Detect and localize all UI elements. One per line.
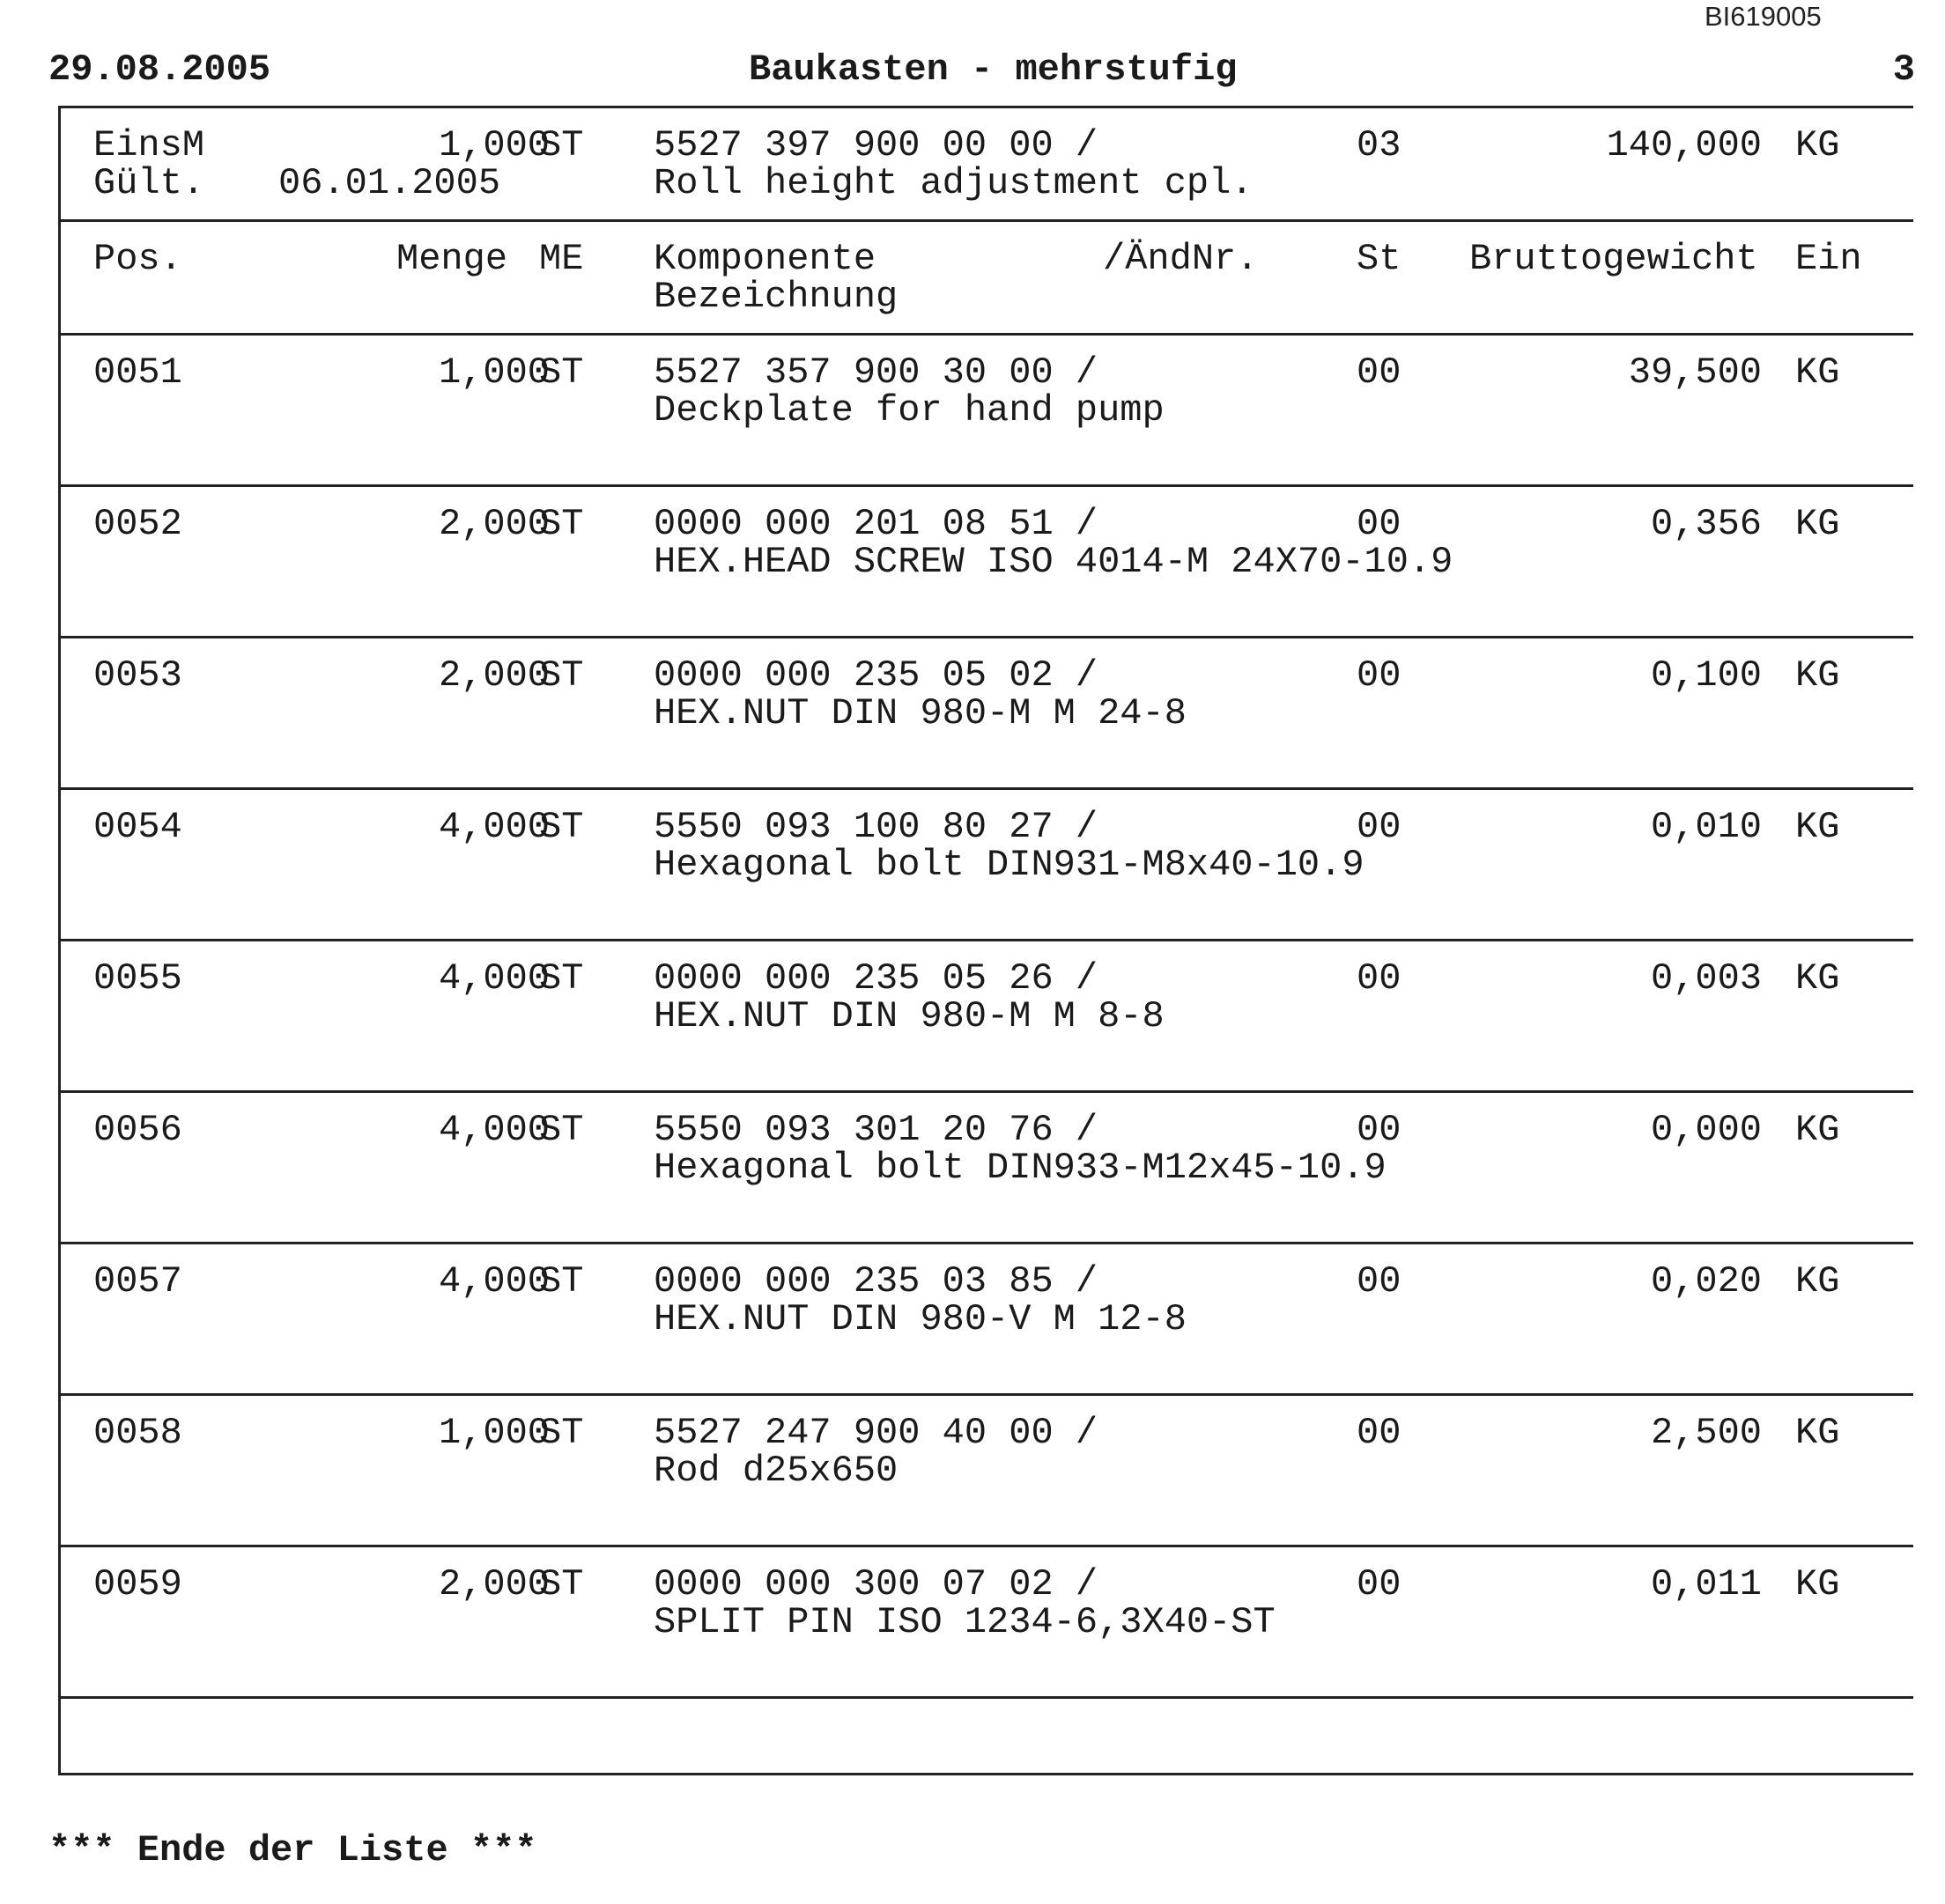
assembly-component: 5527 397 900 00 00 / [654, 124, 1098, 166]
row-komponente: 0000 000 300 07 02 / [654, 1563, 1098, 1605]
row-gewicht: 2,500 [1650, 1412, 1762, 1454]
row-me: ST [539, 957, 584, 1000]
end-of-list: *** Ende der Liste *** [48, 1829, 537, 1871]
row-einheit: KG [1795, 351, 1840, 394]
row-gewicht: 0,100 [1650, 654, 1762, 697]
col-header-st: St [1357, 238, 1401, 280]
row-einheit: KG [1795, 957, 1840, 1000]
row-menge: 2,000 [438, 503, 550, 545]
row-komponente: 5527 247 900 40 00 / [654, 1412, 1098, 1454]
row-menge: 2,000 [438, 654, 550, 697]
row-gewicht: 0,356 [1650, 503, 1762, 545]
assembly-description: Roll height adjustment cpl. [654, 162, 1254, 204]
row-menge: 1,000 [438, 1412, 550, 1454]
row-me: ST [539, 1563, 584, 1605]
row-st: 00 [1357, 1412, 1401, 1454]
row-bezeichnung: SPLIT PIN ISO 1234-6,3X40-ST [654, 1601, 1276, 1643]
row-menge: 4,000 [438, 957, 550, 1000]
validity-label: Gült. [93, 162, 205, 204]
row-komponente: 5527 357 900 30 00 / [654, 351, 1098, 394]
row-einheit: KG [1795, 654, 1840, 697]
row-me: ST [539, 654, 584, 697]
assembly-unit: ST [539, 124, 584, 166]
row-pos: 0058 [93, 1412, 182, 1454]
row-st: 00 [1357, 1109, 1401, 1151]
row-einheit: KG [1795, 1412, 1840, 1454]
row-menge: 4,000 [438, 1109, 550, 1151]
table-row [58, 1545, 1913, 1696]
table-row [58, 939, 1913, 1090]
col-header-ein: Ein [1795, 238, 1862, 280]
row-st: 00 [1357, 1260, 1401, 1303]
row-st: 00 [1357, 351, 1401, 394]
table-row [58, 1393, 1913, 1545]
divider [58, 219, 1913, 222]
row-divider [58, 1696, 1913, 1699]
row-gewicht: 0,011 [1650, 1563, 1762, 1605]
row-st: 00 [1357, 806, 1401, 848]
row-gewicht: 0,000 [1650, 1109, 1762, 1151]
report-date: 29.08.2005 [48, 48, 271, 91]
assembly-status: 03 [1357, 124, 1401, 166]
row-menge: 4,000 [438, 1260, 550, 1303]
row-st: 00 [1357, 957, 1401, 1000]
document-id: BI619005 [1705, 1, 1822, 32]
table-row [58, 484, 1913, 636]
col-header-menge: Menge [396, 238, 508, 280]
row-pos: 0059 [93, 1563, 182, 1605]
table-row [58, 333, 1913, 484]
row-pos: 0056 [93, 1109, 182, 1151]
table-bottom-border [58, 1773, 1913, 1775]
row-komponente: 5550 093 100 80 27 / [654, 806, 1098, 848]
assembly-weight: 140,000 [1606, 124, 1762, 166]
row-st: 00 [1357, 654, 1401, 697]
assembly-quantity: 1,000 [438, 124, 550, 166]
row-me: ST [539, 1412, 584, 1454]
row-bezeichnung: HEX.NUT DIN 980-M M 24-8 [654, 692, 1187, 734]
row-gewicht: 0,003 [1650, 957, 1762, 1000]
row-gewicht: 39,500 [1628, 351, 1762, 394]
row-me: ST [539, 806, 584, 848]
row-st: 00 [1357, 1563, 1401, 1605]
row-menge: 4,000 [438, 806, 550, 848]
row-komponente: 0000 000 235 05 02 / [654, 654, 1098, 697]
row-gewicht: 0,010 [1650, 806, 1762, 848]
table-top-border [58, 106, 1913, 108]
row-komponente: 0000 000 201 08 51 / [654, 503, 1098, 545]
col-header-me: ME [539, 238, 584, 280]
row-me: ST [539, 1109, 584, 1151]
col-header-aendnr: /ÄndNr. [1103, 238, 1259, 280]
col-header-bruttogewicht: Bruttogewicht [1469, 238, 1758, 280]
row-bezeichnung: Rod d25x650 [654, 1450, 899, 1492]
row-komponente: 5550 093 301 20 76 / [654, 1109, 1098, 1151]
row-bezeichnung: HEX.NUT DIN 980-V M 12-8 [654, 1298, 1187, 1340]
row-einheit: KG [1795, 1109, 1840, 1151]
row-pos: 0054 [93, 806, 182, 848]
row-me: ST [539, 351, 584, 394]
row-pos: 0055 [93, 957, 182, 1000]
table-row [58, 1242, 1913, 1393]
report-title: Baukasten - mehrstufig [749, 48, 1238, 91]
row-me: ST [539, 1260, 584, 1303]
row-komponente: 0000 000 235 05 26 / [654, 957, 1098, 1000]
page-number: 3 [1892, 48, 1915, 91]
row-me: ST [539, 503, 584, 545]
validity-date: 06.01.2005 [278, 162, 501, 204]
row-komponente: 0000 000 235 03 85 / [654, 1260, 1098, 1303]
col-header-komponente: Komponente [654, 238, 876, 280]
col-header-pos: Pos. [93, 238, 182, 280]
row-menge: 2,000 [438, 1563, 550, 1605]
assembly-weight-unit: KG [1795, 124, 1840, 166]
row-pos: 0051 [93, 351, 182, 394]
row-einheit: KG [1795, 1563, 1840, 1605]
bom-table [58, 106, 1913, 1775]
row-einheit: KG [1795, 503, 1840, 545]
row-bezeichnung: HEX.NUT DIN 980-M M 8-8 [654, 995, 1165, 1037]
row-pos: 0053 [93, 654, 182, 697]
row-bezeichnung: Hexagonal bolt DIN933-M12x45-10.9 [654, 1147, 1387, 1189]
row-einheit: KG [1795, 1260, 1840, 1303]
assembly-label: EinsM [93, 124, 205, 166]
table-row [58, 787, 1913, 939]
row-menge: 1,000 [438, 351, 550, 394]
row-pos: 0052 [93, 503, 182, 545]
row-einheit: KG [1795, 806, 1840, 848]
row-pos: 0057 [93, 1260, 182, 1303]
row-st: 00 [1357, 503, 1401, 545]
row-bezeichnung: Deckplate for hand pump [654, 389, 1165, 432]
table-row [58, 1090, 1913, 1242]
row-bezeichnung: Hexagonal bolt DIN931-M8x40-10.9 [654, 844, 1364, 886]
col-header-bezeichnung: Bezeichnung [654, 276, 899, 318]
row-gewicht: 0,020 [1650, 1260, 1762, 1303]
row-bezeichnung: HEX.HEAD SCREW ISO 4014-M 24X70-10.9 [654, 541, 1453, 583]
table-row [58, 636, 1913, 787]
